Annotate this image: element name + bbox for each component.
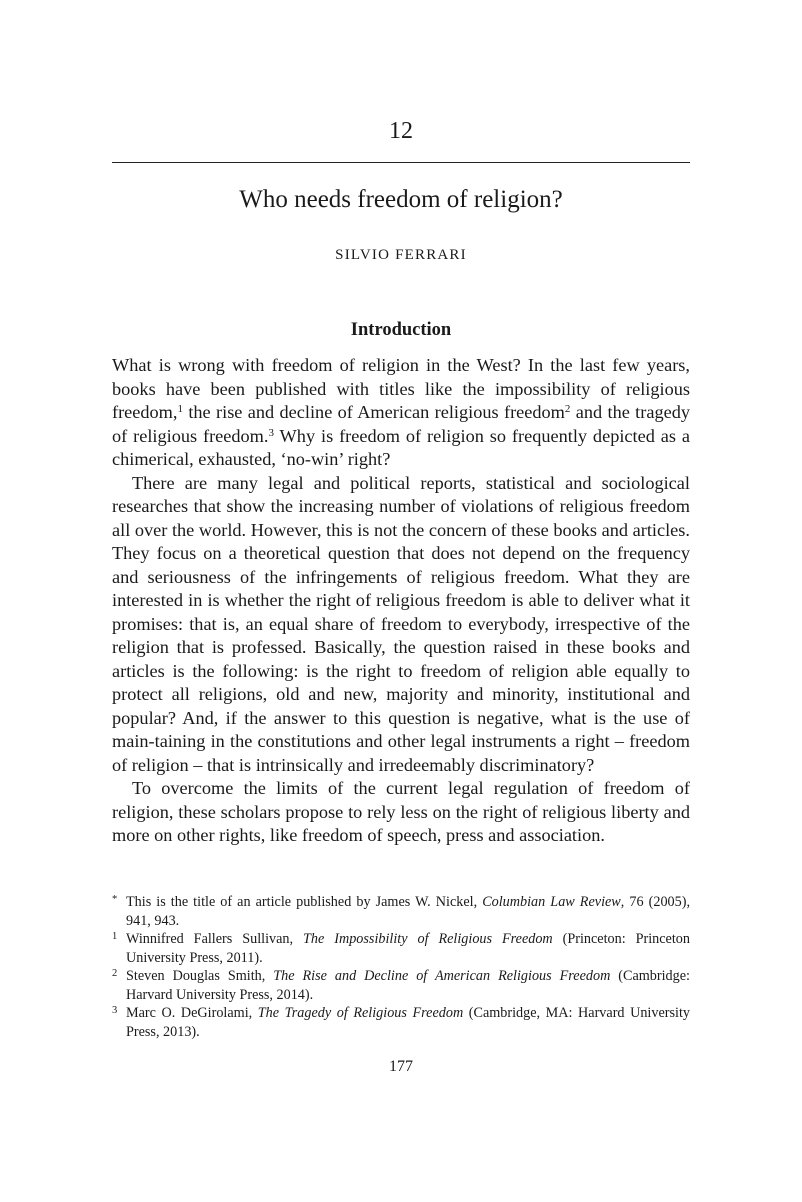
chapter-number: 12	[389, 118, 413, 144]
paragraph: There are many legal and political reports, statistical and sociological researches that show the increasing number of violations of religious freedom all over the world. However, this is not the concern of these books and articles. They focus on a theoretical question that does not depend on the frequency and seriousness of the infringements of religious freedom. What they are interested in is whether the right of religious freedom is able to deliver what it promises: that is, an equal share of freedom to everybody, irrespective of the religion that is professed. Basically, the question raised in these books and articles is the following: is the right to freedom of religion able equally to protect all religions, old and new, majority and minority, institutional and popular? And, if the answer to this question is negative, what is the use of main-taining in the constitutions and other legal instruments a right – freedom of religion – that is intrinsically and irredeemably discriminatory?	[112, 472, 690, 775]
footnote-text: This is the title of an article published by James W. Nickel, Columbian Law Review, 76 (2005), 941, 943.	[126, 894, 690, 929]
section-heading: Introduction	[350, 320, 452, 340]
footnote-text: Marc O. DeGirolami, The Tragedy of Religious Freedom (Cambridge, MA: Harvard University Press, 2013).	[126, 1005, 690, 1040]
cited-title: The Impossibility of Religious Freedom	[303, 931, 553, 947]
cited-title: Columbian Law Review	[482, 894, 621, 910]
paragraph: What is wrong with freedom of religion in the West? In the last few years, books have been published with titles like the impossibility of religious freedom,$^1$ the rise and decline of American religious freedom$^2$ and the tragedy of religious freedom.$^3$ Why is freedom of religion so frequently depicted as a chimerical, exhausted, ‘no-win’ right?	[112, 355, 690, 469]
paragraph: To overcome the limits of the current legal regulation of freedom of religion, these scholars propose to rely less on the right of religious liberty and more on other rights, like freedom of speech, press and association.	[112, 778, 690, 845]
footnote-mark: *	[112, 894, 118, 905]
header-rule	[112, 162, 690, 163]
footnote	[112, 893, 690, 930]
cited-title: The Tragedy of Religious Freedom	[257, 1005, 464, 1021]
footnote-text: Steven Douglas Smith, The Rise and Decline of American Religious Freedom (Cambridge: Harvard University Press, 2014).	[126, 968, 690, 1003]
cited-title: The Rise and Decline of American Religious Freedom	[273, 968, 611, 984]
footnote	[112, 967, 690, 1004]
footnote-reference: 2	[564, 403, 571, 415]
footnote	[112, 1004, 690, 1041]
footnotes	[112, 893, 690, 1041]
footnote-mark: 2	[112, 968, 118, 979]
footnote-text: Winnifred Fallers Sullivan, The Impossibility of Religious Freedom (Princeton: Princeton University Press, 2011).	[126, 931, 690, 966]
author-name: SILVIO FERRARI	[335, 247, 467, 263]
chapter-title: Who needs freedom of religion?	[239, 186, 563, 213]
footnote	[112, 930, 690, 967]
footnote-reference: 1	[177, 403, 183, 415]
body-text	[112, 354, 690, 848]
footnote-reference: 3	[268, 426, 274, 439]
page-number: 177	[389, 1058, 413, 1075]
footnote-mark: 3	[112, 1005, 118, 1016]
footnote-mark: 1	[112, 931, 118, 942]
